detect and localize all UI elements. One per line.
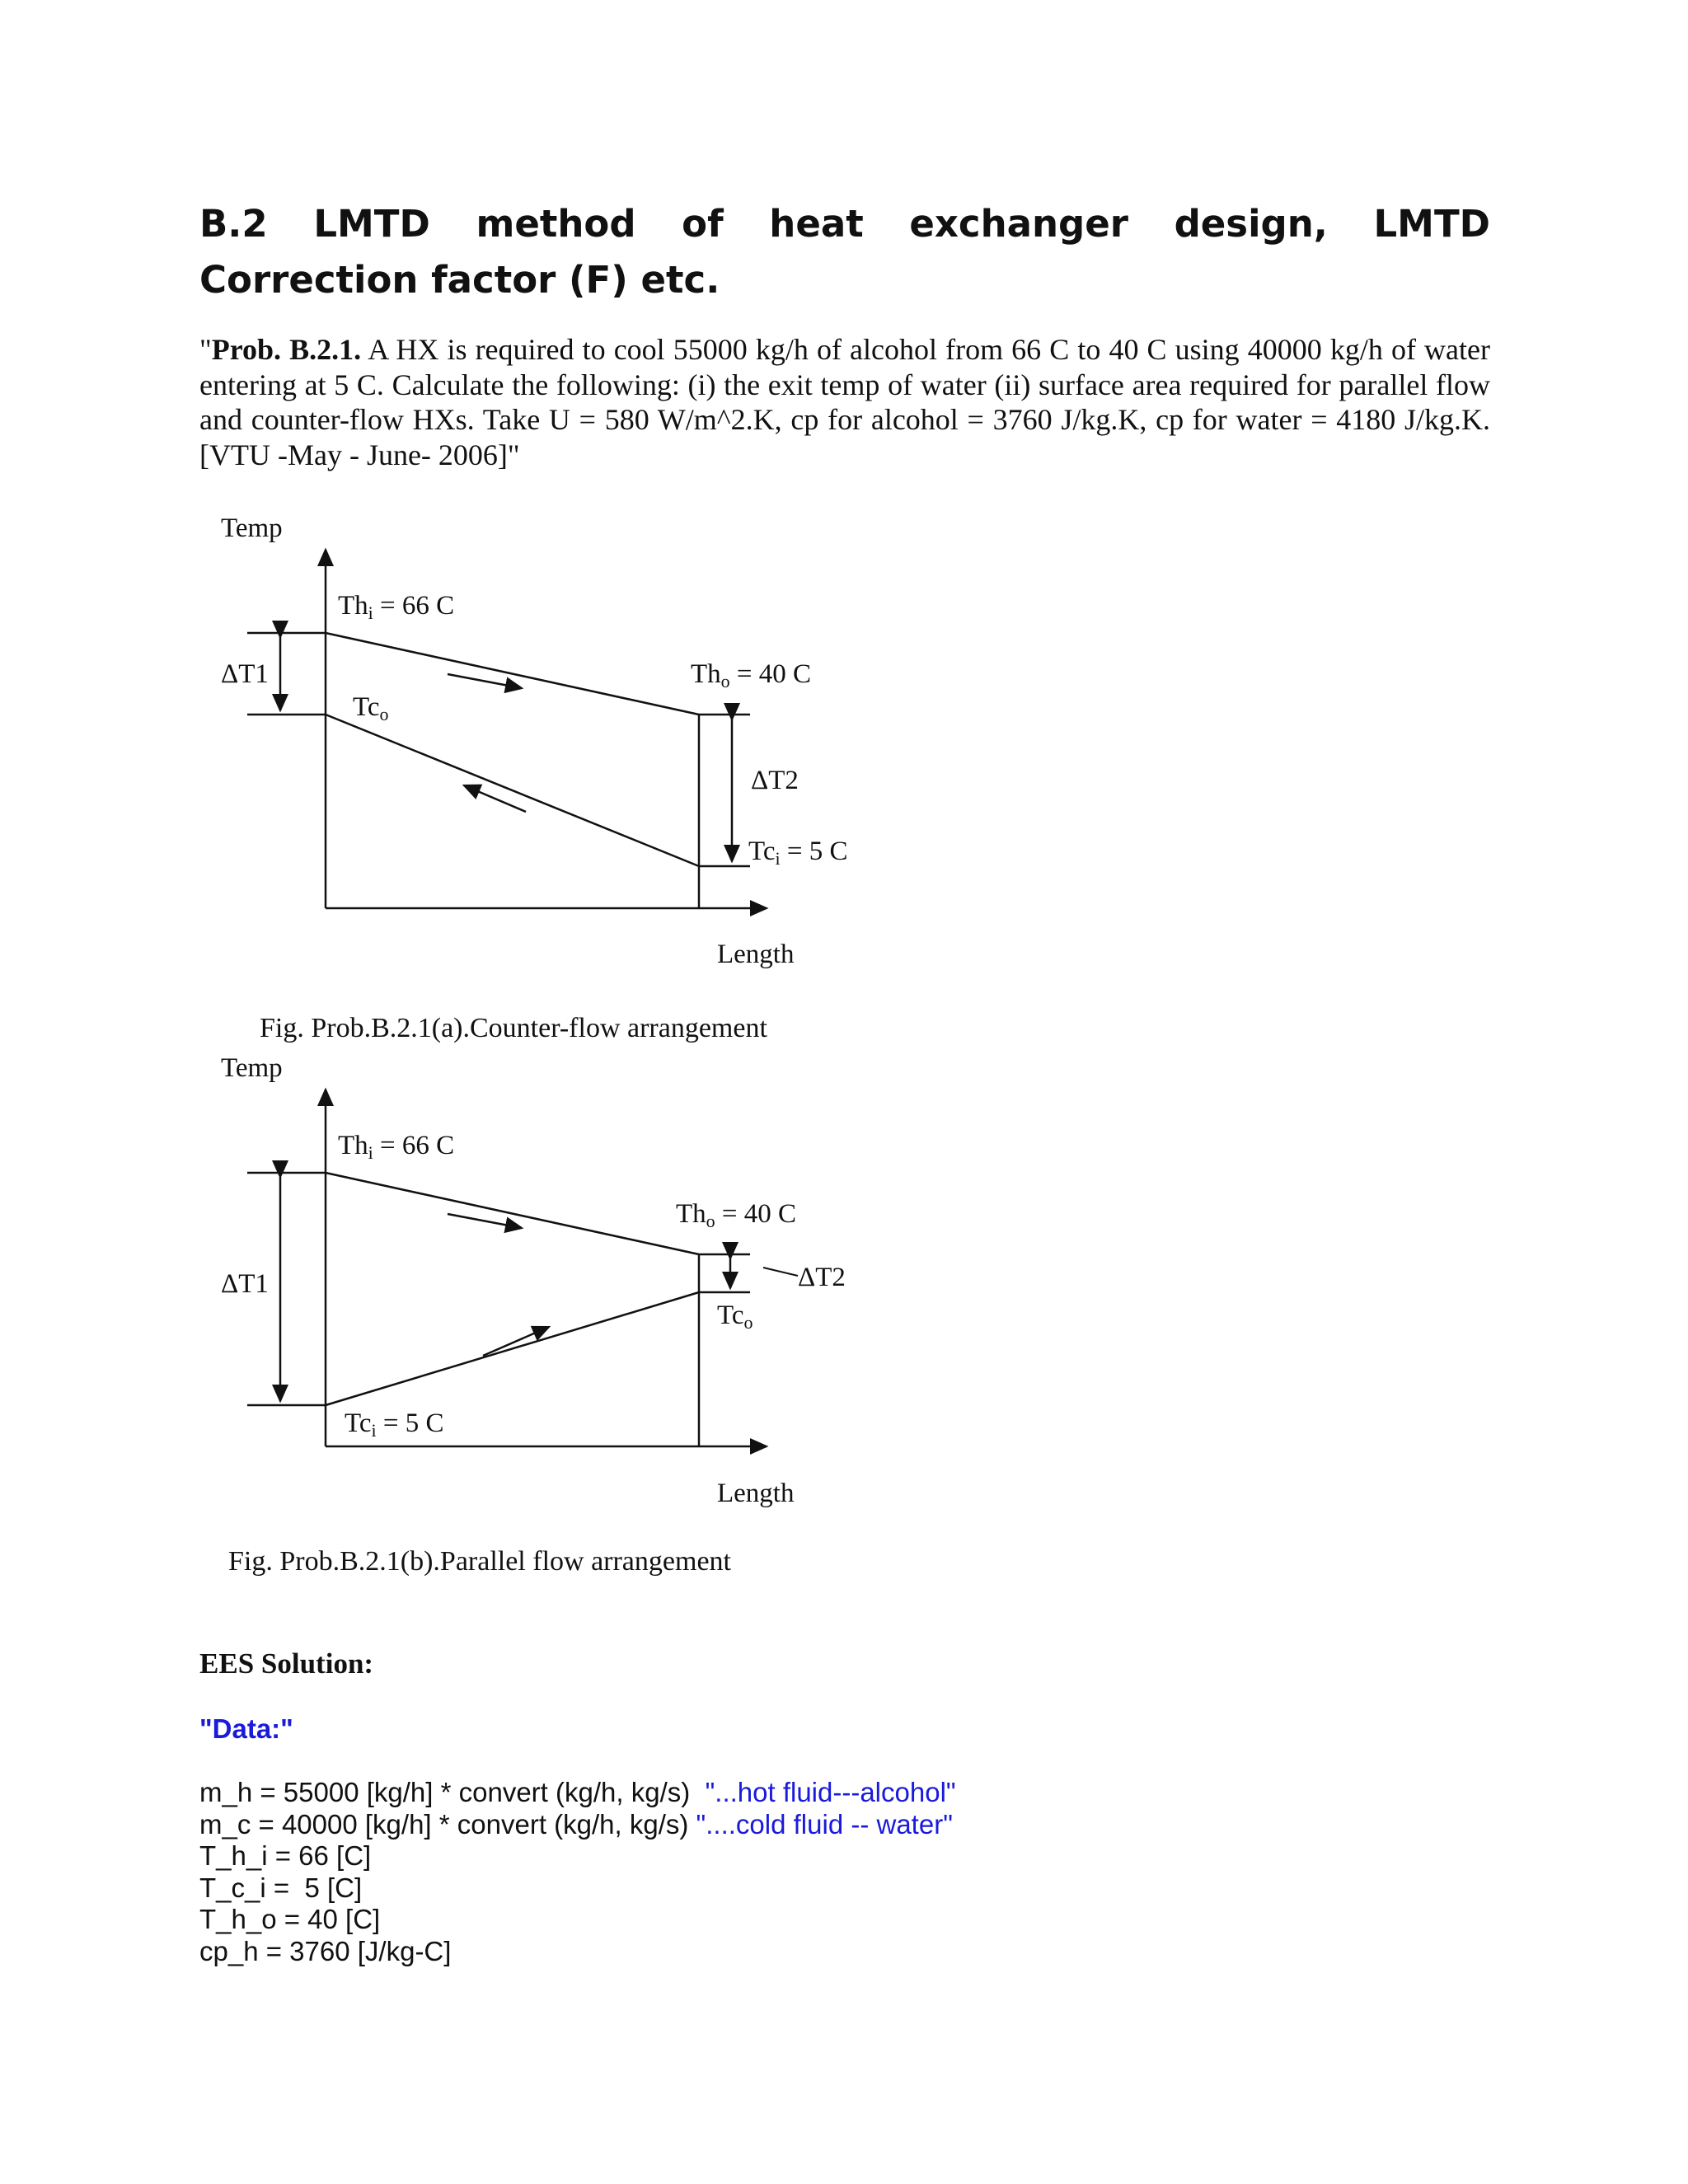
code-line: cp_h = 3760 [J/kg-C] xyxy=(199,1935,452,1966)
data-comment-label: "Data:" xyxy=(199,1713,293,1744)
th-out-label: Tho = 40 C xyxy=(676,1199,797,1231)
th-out-label: Tho = 40 C xyxy=(691,659,812,691)
dt1-label: ΔT1 xyxy=(221,1269,269,1299)
problem-statement xyxy=(199,332,1490,472)
counter-flow-diagram xyxy=(213,507,889,977)
th-in-label: Thi = 66 C xyxy=(338,1131,455,1163)
th-in-label: Thi = 66 C xyxy=(338,591,455,623)
cold-fluid-line xyxy=(326,1292,699,1405)
hot-fluid-line xyxy=(326,633,699,715)
dt2-leader xyxy=(763,1268,798,1276)
code-line: T_c_i = 5 [C] xyxy=(199,1872,363,1903)
cold-fluid-line xyxy=(326,715,699,866)
hot-flow-arrow xyxy=(448,1214,522,1228)
parallel-flow-diagram xyxy=(213,1047,889,1516)
figure-b-caption: Fig. Prob.B.2.1(b).Parallel flow arrangement xyxy=(228,1546,731,1577)
problem-text: A HX is required to cool 55000 kg/h of alcohol from 66 C to 40 C using 40000 kg/h of water entering at 5 C. Calculate the following: (i) the exit temp of water (ii) surface area required for parallel flow and counter-flow HXs. Take U = 580 W/m^2.K, cp for alcohol = 3760 J/kg.K, cp for water = 4180 J/kg.K. [VTU -May - June- 2006]" xyxy=(199,333,1490,471)
hot-fluid-line xyxy=(326,1173,699,1254)
dt2-label: ΔT2 xyxy=(798,1263,846,1292)
hot-flow-arrow xyxy=(448,674,522,688)
y-axis-label: Temp xyxy=(221,1053,283,1083)
figure-parallel-flow xyxy=(213,1047,889,1516)
dt1-label: ΔT1 xyxy=(221,659,269,689)
tc-in-label: Tci = 5 C xyxy=(345,1408,444,1441)
figure-a-caption: Fig. Prob.B.2.1(a).Counter-flow arrangement xyxy=(260,1013,767,1043)
x-axis-label: Length xyxy=(717,940,795,969)
x-axis-label: Length xyxy=(717,1479,795,1508)
problem-label: Prob. B.2.1. xyxy=(211,333,362,366)
y-axis-label: Temp xyxy=(221,513,283,543)
code-line: m_h = 55000 [kg/h] * convert (kg/h, kg/s) "...hot fluid---alcohol" xyxy=(199,1777,956,1807)
section-heading: B.2 LMTD method of heat exchanger design, LMTD Correction factor (F) etc. xyxy=(199,202,1490,302)
code-line: T_h_i = 66 [C] xyxy=(199,1840,372,1871)
cold-flow-arrow xyxy=(464,785,526,812)
figure-counter-flow xyxy=(213,507,889,977)
code-line: m_c = 40000 [kg/h] * convert (kg/h, kg/s) "....cold fluid -- water" xyxy=(199,1808,953,1840)
tc-out-label: Tco xyxy=(353,692,389,724)
code-line: T_h_o = 40 [C] xyxy=(199,1904,381,1934)
ees-code-block xyxy=(199,1777,956,1967)
tc-in-label: Tci = 5 C xyxy=(748,837,848,869)
open-quote: " xyxy=(199,333,212,366)
dt2-label: ΔT2 xyxy=(751,766,799,795)
tc-out-label: Tco xyxy=(717,1301,753,1333)
ees-solution-title: EES Solution: xyxy=(199,1647,374,1680)
